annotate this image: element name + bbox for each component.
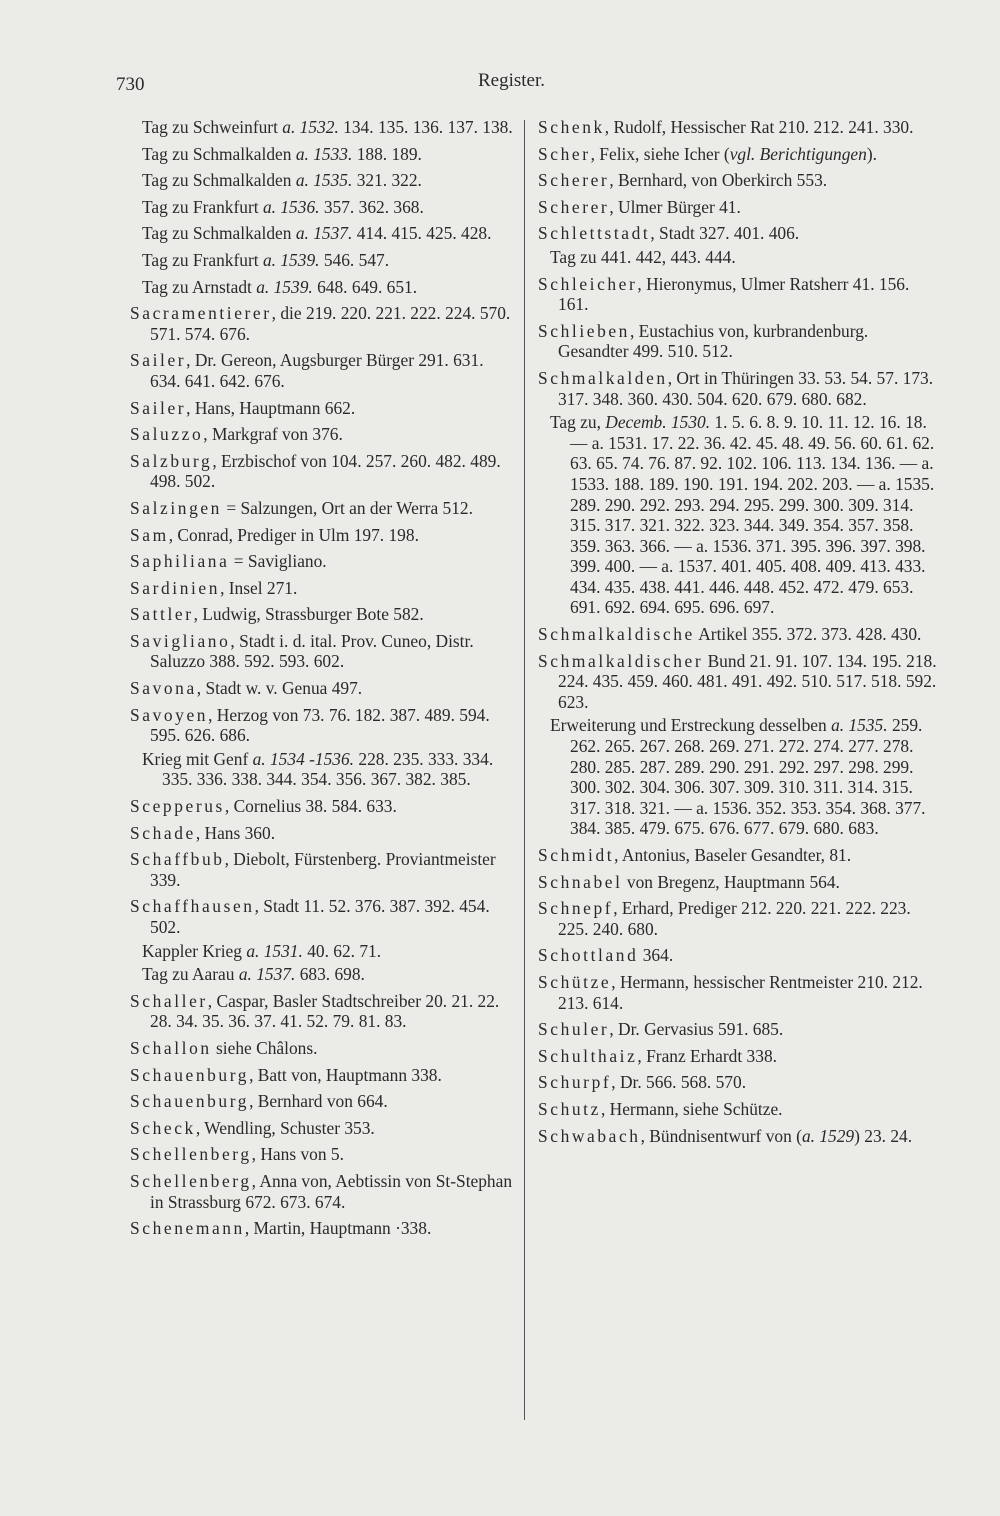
entry-text: , Batt von, Hauptmann 338. xyxy=(249,1064,442,1085)
index-headword: Schenemann xyxy=(130,1218,245,1239)
index-entry xyxy=(538,170,938,191)
entry-text: 259. 262. 265. 267. 268. 269. 271. 272. 274. 277. 278. 280. 285. 287. 289. 290. 291. 292. 297. 298. 299. 300. 302. 304. 306. 307. 309. 310. 311. 314. 315. 317. 318. 321. — a. 1536. 352. 353. 354. 368. 377. 384. 385. 479. 675. 676. 677. 679. 680. 683. xyxy=(570,715,926,839)
entry-text: , Anna von, Aebtissin von St-Stephan in Strassburg 672. 673. 674. xyxy=(150,1170,513,1212)
page-number: 730 xyxy=(116,74,145,95)
index-entry xyxy=(130,604,515,625)
index-entry xyxy=(130,823,515,844)
index-headword: Sardinien xyxy=(130,577,221,598)
entry-text: Tag zu Frankfurt xyxy=(142,196,263,217)
entry-text: , Hermann, siehe Schütze. xyxy=(600,1098,783,1119)
index-headword: Schmalkaldischer xyxy=(538,650,704,671)
index-headword: Scherer xyxy=(538,196,610,217)
index-subentry xyxy=(142,250,515,271)
index-entry xyxy=(538,223,938,244)
index-headword: Schlieben xyxy=(538,320,630,341)
index-entry xyxy=(538,845,938,866)
entry-text: Tag zu Schmalkalden xyxy=(142,170,296,191)
index-entry xyxy=(130,525,515,546)
index-subentry xyxy=(142,964,515,985)
entry-text: , Bernhard, von Oberkirch 553. xyxy=(609,170,828,191)
index-headword: Salzburg xyxy=(130,450,213,471)
index-entry xyxy=(130,849,515,890)
index-headword: Savona xyxy=(130,678,197,699)
entry-text: ). xyxy=(866,143,877,164)
entry-italic: a. 1535. xyxy=(295,170,353,191)
index-entry xyxy=(538,872,938,893)
entry-text: , Erzbischof von 104. 257. 260. 482. 489. 498. 502. xyxy=(150,450,501,492)
index-subentry xyxy=(142,277,515,298)
index-entry xyxy=(538,972,938,1013)
entry-text: , Martin, Hauptmann ·338. xyxy=(244,1218,432,1239)
index-headword: Savigliano xyxy=(130,630,231,651)
index-entry xyxy=(538,197,938,218)
index-entry xyxy=(130,1144,515,1165)
index-subentry xyxy=(142,170,515,191)
index-headword: Salzingen xyxy=(130,497,222,518)
index-headword: Schnabel xyxy=(538,871,623,892)
entry-text: = Savigliano. xyxy=(229,551,327,572)
entry-text: 364. xyxy=(638,945,674,966)
index-subentry xyxy=(142,941,515,962)
index-headword: Schauenburg xyxy=(130,1091,250,1112)
index-headword: Schlettstadt xyxy=(538,223,651,244)
entry-text: , Bernhard von 664. xyxy=(249,1091,388,1112)
index-headword: Schauenburg xyxy=(130,1064,250,1085)
index-headword: Schellenberg xyxy=(130,1170,252,1191)
entry-text: , Ulmer Bürger 41. xyxy=(609,196,741,217)
index-subentry xyxy=(142,144,515,165)
index-headword: Schmalkalden xyxy=(538,367,668,388)
entry-text: , Markgraf von 376. xyxy=(203,424,343,445)
index-headword: Schellenberg xyxy=(130,1144,252,1165)
entry-text: Tag zu Schmalkalden xyxy=(142,223,296,244)
index-subentry xyxy=(142,197,515,218)
entry-text: 188. 189. xyxy=(352,143,422,164)
index-entry xyxy=(538,1126,938,1147)
left-index-column xyxy=(130,117,515,1245)
entry-text: , Hermann, hessischer Rentmeister 210. 212. 213. 614. xyxy=(558,971,923,1013)
index-headword: Schmidt xyxy=(538,845,615,865)
entry-text: , Wendling, Schuster 353. xyxy=(195,1117,375,1138)
running-head: Register. xyxy=(478,70,546,91)
index-headword: Sam xyxy=(130,524,169,545)
entry-text: 321. 322. xyxy=(352,170,422,191)
index-headword: Saluzzo xyxy=(130,424,204,445)
index-headword: Schmalkaldische xyxy=(538,624,695,645)
index-headword: Schenk xyxy=(538,117,605,137)
entry-text: , Eustachius von, kurbrandenburg. Gesandter 499. 510. 512. xyxy=(558,320,869,362)
entry-italic: a. 1533. xyxy=(295,143,353,164)
index-entry xyxy=(130,350,515,391)
entry-text: , Insel 271. xyxy=(220,577,298,598)
index-subentry xyxy=(550,247,938,268)
index-entry xyxy=(130,398,515,419)
index-entry xyxy=(538,321,938,362)
index-headword: Sailer xyxy=(130,397,187,418)
index-entry xyxy=(538,898,938,939)
index-headword: Schallon xyxy=(130,1037,212,1058)
entry-italic: a. 1532. xyxy=(282,117,339,137)
entry-text: Bund 21. 91. 107. 134. 195. 218. 224. 435. 459. 460. 481. 491. 492. 510. 517. 518. 592. 623. xyxy=(558,650,937,712)
column-divider xyxy=(524,120,525,1420)
entry-text: , die 219. 220. 221. 222. 224. 570. 571. 574. 676. xyxy=(150,303,511,344)
entry-text: , Hans, Hauptmann 662. xyxy=(186,397,356,418)
entry-text: von Bregenz, Hauptmann 564. xyxy=(622,871,840,892)
index-headword: Schwabach xyxy=(538,1125,641,1146)
index-headword: Sacramentierer xyxy=(130,303,272,324)
entry-italic: a. 1536. xyxy=(262,196,320,217)
entry-text: 40. 62. 71. xyxy=(302,940,382,961)
index-entry xyxy=(130,1218,515,1239)
entry-text: , Caspar, Basler Stadtschreiber 20. 21. 22. 28. 34. 35. 36. 37. 41. 52. 79. 81. 83. xyxy=(150,990,500,1032)
entry-text: , Stadt i. d. ital. Prov. Cuneo, Distr. Saluzzo 388. 592. 593. 602. xyxy=(150,630,474,672)
entry-italic: a. 1529 xyxy=(801,1125,855,1146)
index-subentry xyxy=(142,749,515,790)
entry-text: siehe Châlons. xyxy=(211,1037,318,1058)
index-entry xyxy=(130,631,515,672)
entry-text: , Dr. Gereon, Augsburger Bürger 291. 631. 634. 641. 642. 676. xyxy=(150,350,484,391)
index-headword: Schurpf xyxy=(538,1072,612,1093)
index-entry xyxy=(130,303,515,344)
right-index-column xyxy=(538,117,938,1152)
entry-text: , Franz Erhardt 338. xyxy=(637,1045,777,1066)
index-entry xyxy=(130,1038,515,1059)
index-entry xyxy=(130,1065,515,1086)
entry-text: Tag zu Schweinfurt xyxy=(142,117,283,137)
entry-text: , Ort in Thüringen 33. 53. 54. 57. 173. 317. 348. 360. 430. 504. 620. 679. 680. 682. xyxy=(558,367,934,409)
entry-text: Tag zu 441. 442, 443. 444. xyxy=(550,246,736,267)
entry-text: , Hans 360. xyxy=(195,822,276,843)
entry-text: Erweiterung und Erstreckung desselben xyxy=(550,715,832,736)
entry-text: , Erhard, Prediger 212. 220. 221. 222. 223. 225. 240. 680. xyxy=(558,898,911,939)
entry-italic: a. 1534 -1536. xyxy=(252,748,355,769)
entry-text: , Diebolt, Fürstenberg. Proviantmeister 339. xyxy=(150,849,496,890)
entry-text: , Stadt 11. 52. 376. 387. 392. 454. 502. xyxy=(150,896,490,937)
index-entry xyxy=(130,451,515,492)
index-entry xyxy=(130,1118,515,1139)
entry-text: , Felix, siehe Icher ( xyxy=(590,143,730,164)
entry-italic: vgl. Berichtigungen xyxy=(729,143,867,164)
entry-text: , Ludwig, Strassburger Bote 582. xyxy=(193,604,424,625)
entry-text: Tag zu Aarau xyxy=(142,964,239,985)
entry-text: 648. 649. 651. xyxy=(312,276,418,297)
entry-text: Krieg mit Genf xyxy=(142,748,253,769)
index-entry xyxy=(538,274,938,315)
entry-text: , Stadt w. v. Genua 497. xyxy=(196,678,363,699)
entry-text: Tag zu Frankfurt xyxy=(142,249,263,270)
entry-text: ) 23. 24. xyxy=(854,1125,913,1146)
entry-text: Tag zu, xyxy=(550,412,606,433)
index-subentry xyxy=(142,223,515,244)
index-headword: Schulthaiz xyxy=(538,1045,638,1066)
index-subentry xyxy=(550,412,938,618)
index-entry xyxy=(130,424,515,445)
index-headword: Scherer xyxy=(538,170,610,191)
index-headword: Sattler xyxy=(130,604,194,625)
index-entry xyxy=(130,896,515,937)
index-headword: Scepperus xyxy=(130,796,225,817)
index-headword: Schuler xyxy=(538,1019,610,1040)
entry-text: 134. 135. 136. 137. 138. xyxy=(338,117,513,137)
index-entry xyxy=(130,498,515,519)
index-subentry xyxy=(142,117,515,138)
index-entry xyxy=(130,796,515,817)
entry-text: 357. 362. 368. xyxy=(319,196,424,217)
index-entry xyxy=(130,705,515,746)
index-headword: Savoyen xyxy=(130,704,209,725)
index-headword: Schleicher xyxy=(538,273,638,294)
entry-text: = Salzungen, Ort an der Werra 512. xyxy=(221,497,473,518)
index-headword: Schütze xyxy=(538,971,612,992)
entry-text: 414. 415. 425. 428. xyxy=(352,223,492,244)
entry-italic: a. 1539. xyxy=(256,276,313,297)
entry-italic: a. 1535. xyxy=(831,715,888,736)
index-subentry xyxy=(550,715,938,839)
index-headword: Scheck xyxy=(130,1117,196,1138)
index-entry xyxy=(538,1046,938,1067)
index-headword: Schaffhausen xyxy=(130,896,255,917)
entry-text: , Cornelius 38. 584. 633. xyxy=(224,796,397,817)
index-entry xyxy=(538,1019,938,1040)
index-entry xyxy=(538,1099,938,1120)
entry-text: Tag zu Arnstadt xyxy=(142,276,257,297)
index-entry xyxy=(538,624,938,645)
entry-italic: Decemb. 1530. xyxy=(605,412,711,433)
index-headword: Schaller xyxy=(130,990,208,1011)
entry-italic: a. 1531. xyxy=(246,940,303,961)
index-entry xyxy=(130,551,515,572)
index-entry xyxy=(130,1171,515,1212)
index-headword: Schaffbub xyxy=(130,849,225,870)
entry-text: , Dr. 566. 568. 570. xyxy=(611,1072,747,1093)
entry-text: 546. 547. xyxy=(319,249,390,270)
entry-text: Tag zu Schmalkalden xyxy=(142,143,296,164)
entry-italic: a. 1539. xyxy=(262,249,320,270)
entry-text: 1. 5. 6. 8. 9. 10. 11. 12. 16. 18. — a. 1531. 17. 22. 36. 42. 45. 48. 49. 56. 60. 61. 62. 63. 65. 74. 76. 87. 92. 102. 106. 113. 134. 136. — a. 1533. 188. 189. 190. 191. 194. 202. 203. — a. 1535. 289. 290. 292. 293. 294. 295. 299. 300. 309. 314. 315. 317. 321. 322. 323. 344. 349. 354. 357. 358. 359. 363. 366. — a. 1536. 371. 395. 396. 397. 398. 399. 400. — a. 1537. 401. 405. 408. 409. 413. 433. 434. 435. 438. 441. 446. 448. 452. 472. 479. 653. 691. 692. 694. 695. 696. 697. xyxy=(570,412,935,618)
index-entry xyxy=(538,144,938,165)
index-headword: Schutz xyxy=(538,1098,601,1119)
entry-text: , Rudolf, Hessischer Rat 210. 212. 241. 330. xyxy=(604,117,914,137)
entry-text: 683. 698. xyxy=(295,964,365,985)
entry-text: 228. 235. 333. 334. 335. 336. 338. 344. 354. 356. 367. 382. 385. xyxy=(162,748,494,790)
index-entry xyxy=(538,368,938,409)
entry-text: Artikel 355. 372. 373. 428. 430. xyxy=(694,624,922,645)
entry-text: , Antonius, Baseler Gesandter, 81. xyxy=(614,845,852,865)
index-entry xyxy=(538,945,938,966)
index-entry xyxy=(130,1091,515,1112)
index-headword: Schottland xyxy=(538,945,639,966)
index-entry xyxy=(130,678,515,699)
entry-text: , Dr. Gervasius 591. 685. xyxy=(609,1019,784,1040)
entry-text: , Herzog von 73. 76. 182. 387. 489. 594. 595. 626. 686. xyxy=(150,704,490,746)
index-headword: Schnepf xyxy=(538,898,614,919)
index-entry xyxy=(130,578,515,599)
entry-text: , Hieronymus, Ulmer Ratsherr 41. 156. 161. xyxy=(558,273,910,315)
index-headword: Saphiliana xyxy=(130,551,230,572)
index-entry xyxy=(538,117,938,138)
entry-text: Kappler Krieg xyxy=(142,940,247,961)
index-headword: Schade xyxy=(130,822,196,843)
index-headword: Sailer xyxy=(130,350,187,371)
entry-text: , Stadt 327. 401. 406. xyxy=(650,223,800,244)
index-entry xyxy=(538,651,938,713)
entry-italic: a. 1537. xyxy=(238,964,296,985)
entry-text: , Hans von 5. xyxy=(251,1144,344,1165)
index-entry xyxy=(538,1072,938,1093)
index-headword: Scher xyxy=(538,143,591,164)
entry-italic: a. 1537. xyxy=(295,223,353,244)
index-entry xyxy=(130,991,515,1032)
entry-text: , Bündnisentwurf von ( xyxy=(640,1125,802,1146)
entry-text: , Conrad, Prediger in Ulm 197. 198. xyxy=(168,524,419,545)
